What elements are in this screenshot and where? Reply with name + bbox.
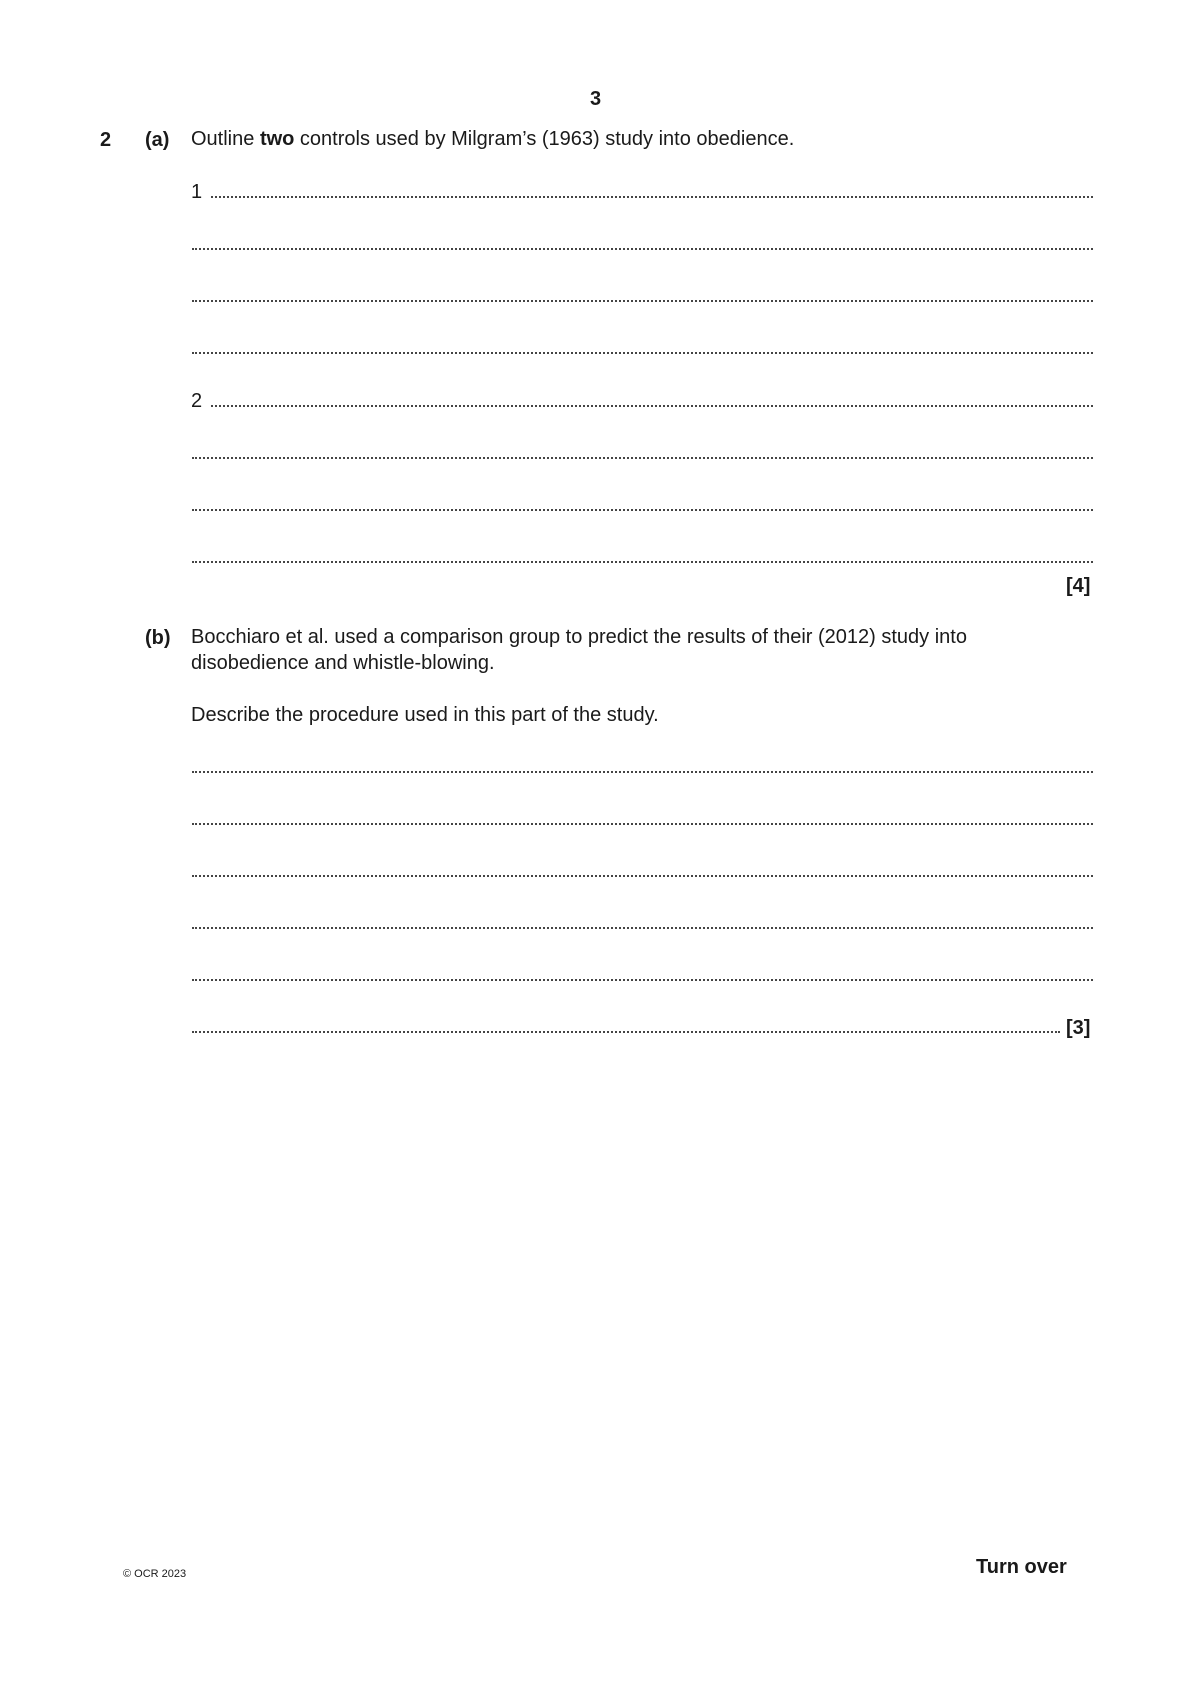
answer-line[interactable] — [192, 823, 1093, 825]
answer-line[interactable] — [192, 248, 1093, 250]
answer-item-number-1: 1 — [191, 181, 203, 203]
answer-line[interactable] — [192, 509, 1093, 511]
answer-line[interactable] — [192, 457, 1093, 459]
part-b-label: (b) — [145, 627, 171, 649]
part-a-marks: [4] — [1066, 575, 1091, 597]
part-b-instruction: Describe the procedure used in this part of the study. — [191, 704, 659, 726]
answer-line[interactable] — [192, 875, 1093, 877]
page-number: 3 — [589, 88, 602, 110]
answer-line[interactable] — [192, 771, 1093, 773]
part-b-prompt-line-2: disobedience and whistle-blowing. — [191, 652, 495, 674]
part-b-marks: [3] — [1066, 1017, 1091, 1039]
part-a-prompt-start: Outline — [191, 128, 260, 150]
part-b-prompt-line-1: Bocchiaro et al. used a comparison group to predict the results of their (2012) study into — [191, 626, 967, 648]
answer-line[interactable] — [192, 1031, 1060, 1033]
answer-item-number-2: 2 — [191, 390, 203, 412]
part-a-label: (a) — [145, 129, 170, 151]
answer-line[interactable] — [192, 352, 1093, 354]
question-number: 2 — [100, 129, 112, 151]
part-a-prompt — [191, 126, 794, 152]
part-a-prompt-emphasis: two — [259, 128, 295, 150]
answer-line[interactable] — [211, 196, 1093, 198]
answer-line[interactable] — [211, 405, 1093, 407]
answer-line[interactable] — [192, 300, 1093, 302]
answer-line[interactable] — [192, 979, 1093, 981]
turn-over: Turn over — [976, 1556, 1067, 1578]
part-a-prompt-end: controls used by Milgram’s (1963) study into obedience. — [294, 128, 795, 150]
answer-line[interactable] — [192, 927, 1093, 929]
answer-line[interactable] — [192, 561, 1093, 563]
copyright: © OCR 2023 — [123, 1568, 187, 1580]
